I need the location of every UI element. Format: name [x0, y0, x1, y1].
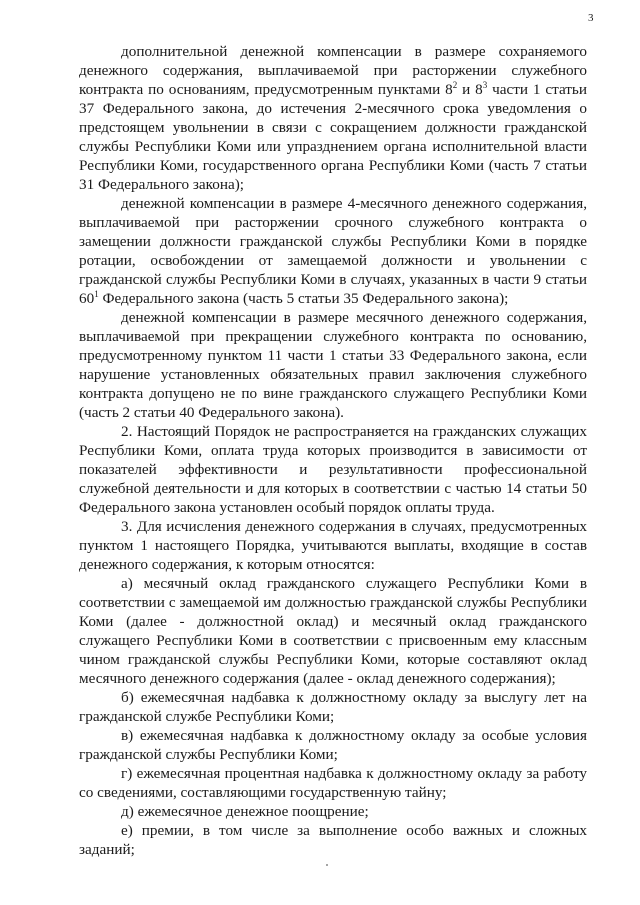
list-item-v: в) ежемесячная надбавка к должностному окладу за особые условия гражданской службы Республики Коми;: [79, 727, 587, 763]
list-item-b: б) ежемесячная надбавка к должностному окладу за выслугу лет на гражданской службе Республики Коми;: [79, 689, 587, 725]
scan-speck: [326, 864, 328, 866]
paragraph-additional-compensation: дополнительной денежной компенсации в размере сохраняемого денежного содержания, выплачиваемой при расторжении служебного контракта по основаниям, предусмотренным пунктами $8^2$ и $8^3$ части 1 статьи 37 Федерального закона, до истечения 2-месячного срока уведомления о предстоящем увольнении в связи с сокращением должности гражданской службы Республики Коми или упразднением органа исполнительной власти Республики Коми, государственного органа Республики Коми (часть 7 статьи 31 Федерального закона);: [79, 43, 587, 193]
list-item-e: е) премии, в том числе за выполнение особо важных и сложных заданий;: [79, 822, 587, 858]
paragraph-monthly-compensation: денежной компенсации в размере месячного денежного содержания, выплачиваемой при прекращении служебного контракта по основанию, предусмотренному пунктом 11 части 1 статьи 33 Федерального закона, если нарушение установленных обязательных правил заключения служебного контракта допущено не по вине гражданского служащего Республики Коми (часть 2 статьи 40 Федерального закона).: [79, 309, 587, 421]
document-body: [79, 42, 587, 859]
page-number: 3: [588, 12, 594, 24]
list-item-d: д) ежемесячное денежное поощрение;: [121, 803, 369, 820]
paragraph-item-2: 2. Настоящий Порядок не распространяется на гражданских служащих Республики Коми, оплата труда которых производится в зависимости от показателей эффективности и результативности профессиональной служебной деятельности и для которых в соответствии с частью 14 статьи 50 Федерального закона установлен особый порядок оплаты труда.: [79, 423, 587, 516]
paragraph-4-month-compensation: денежной компенсации в размере 4-месячного денежного содержания, выплачиваемой при расторжении срочного служебного контракта о замещении должности гражданской службы Республики Коми в порядке ротации, освобождении от замещаемой должности и увольнении с гражданской службы Республики Коми в случаях, указанных в части 9 статьи $60^1$ Федерального закона (часть 5 статьи 35 Федерального закона);: [79, 195, 587, 307]
list-item-a: а) месячный оклад гражданского служащего Республики Коми в соответствии с замещаемой им должностью гражданской службы Республики Коми (далее - должностной оклад) и месячный оклад гражданского служащего Республики Коми в соответствии с присвоенным ему классным чином гражданской службы Республики Коми, которые составляют оклад месячного денежного содержания (далее - оклад денежного содержания);: [79, 575, 587, 687]
paragraph-item-3: 3. Для исчисления денежного содержания в случаях, предусмотренных пунктом 1 настоящего Порядка, учитываются выплаты, входящие в состав денежного содержания, к которым относятся:: [79, 518, 587, 573]
list-item-g: г) ежемесячная процентная надбавка к должностному окладу за работу со сведениями, составляющими государственную тайну;: [79, 765, 587, 801]
